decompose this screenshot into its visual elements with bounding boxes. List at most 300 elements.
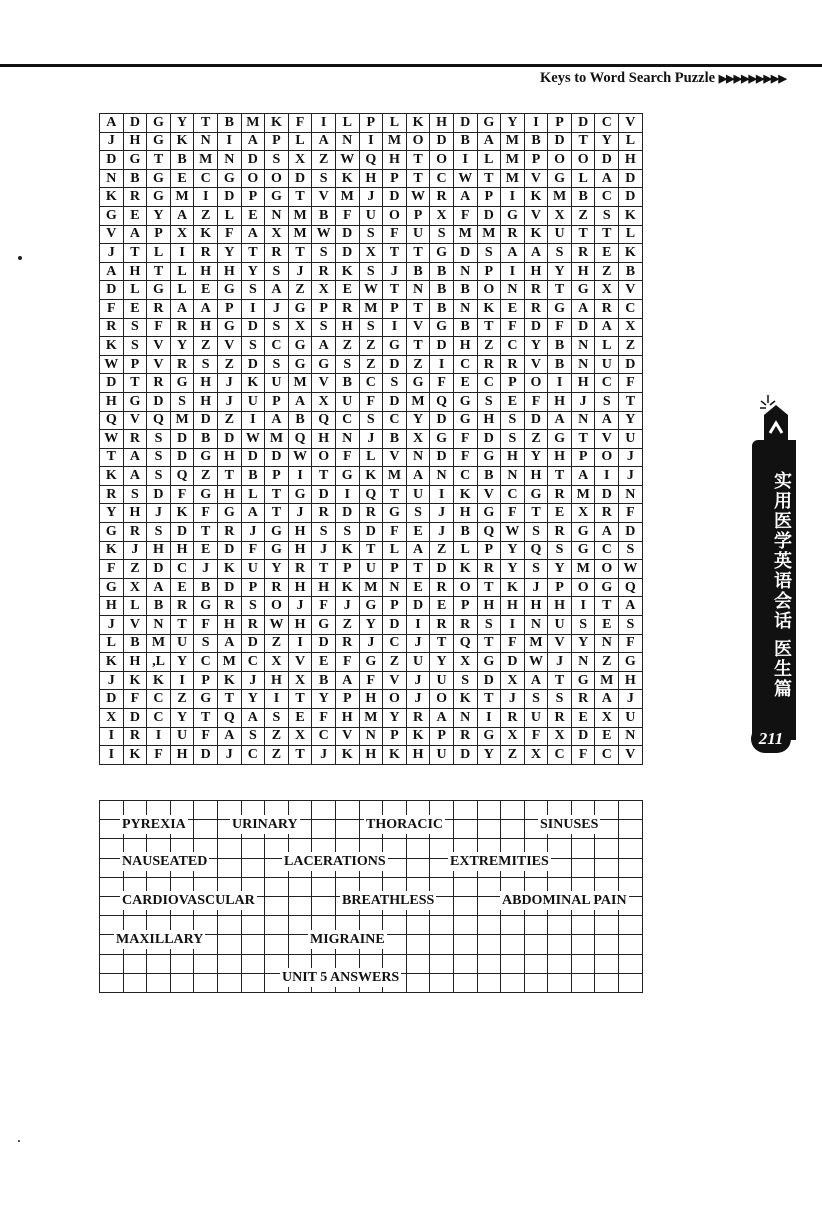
grid-cell: O: [312, 448, 336, 467]
grid-cell: L: [477, 151, 501, 170]
grid-cell: H: [265, 671, 289, 690]
grid-cell: G: [100, 578, 124, 597]
grid-cell: V: [147, 337, 171, 356]
grid-cell: L: [217, 206, 241, 225]
grid-cell: O: [524, 374, 548, 393]
grid-cell: D: [194, 411, 218, 430]
grid-cell: Z: [619, 337, 643, 356]
grid-cell: D: [571, 114, 595, 133]
grid-cell: X: [359, 244, 383, 263]
grid-cell: H: [383, 151, 407, 170]
grid-cell: C: [548, 746, 572, 765]
grid-cell: R: [524, 281, 548, 300]
header-title: Keys to Word Search Puzzle: [540, 70, 716, 86]
grid-row: [100, 262, 643, 281]
answer-grid-cell: [241, 916, 265, 935]
grid-cell: D: [170, 448, 194, 467]
grid-cell: G: [194, 448, 218, 467]
grid-cell: K: [100, 541, 124, 560]
grid-cell: Q: [100, 411, 124, 430]
grid-cell: A: [571, 467, 595, 486]
answer-word: THORACIC: [366, 817, 444, 832]
grid-cell: D: [335, 225, 359, 244]
grid-cell: F: [123, 690, 147, 709]
grid-cell: T: [383, 244, 407, 263]
answer-grid-cell: [123, 954, 147, 973]
grid-cell: K: [477, 299, 501, 318]
grid-cell: G: [548, 299, 572, 318]
grid-cell: F: [383, 523, 407, 542]
grid-cell: A: [170, 206, 194, 225]
grid-cell: ,L: [147, 653, 171, 672]
answer-grid-cell: [217, 973, 241, 992]
grid-cell: H: [548, 392, 572, 411]
grid-cell: A: [312, 132, 336, 151]
grid-cell: P: [477, 188, 501, 207]
grid-row: [100, 448, 643, 467]
grid-cell: A: [194, 299, 218, 318]
grid-row: [100, 114, 643, 133]
answer-grid-cell: [194, 973, 218, 992]
grid-cell: V: [123, 616, 147, 635]
answer-grid-cell: [100, 973, 124, 992]
grid-cell: D: [619, 188, 643, 207]
answer-grid-cell: [147, 973, 171, 992]
answer-word: SINUSES: [540, 817, 599, 832]
answer-grid-cell: [453, 916, 477, 935]
grid-cell: I: [100, 746, 124, 765]
grid-cell: V: [123, 411, 147, 430]
grid-cell: N: [619, 727, 643, 746]
grid-cell: A: [501, 244, 525, 263]
grid-cell: Y: [501, 560, 525, 579]
grid-cell: L: [147, 244, 171, 263]
grid-cell: M: [170, 411, 194, 430]
grid-cell: F: [571, 746, 595, 765]
grid-cell: S: [501, 411, 525, 430]
grid-cell: B: [406, 262, 430, 281]
grid-cell: K: [335, 541, 359, 560]
grid-cell: K: [100, 337, 124, 356]
grid-cell: T: [477, 318, 501, 337]
grid-cell: M: [501, 151, 525, 170]
grid-cell: C: [170, 560, 194, 579]
grid-cell: Q: [359, 485, 383, 504]
grid-cell: N: [335, 132, 359, 151]
grid-cell: S: [241, 597, 265, 616]
grid-cell: X: [288, 671, 312, 690]
grid-cell: J: [619, 690, 643, 709]
answer-grid-cell: [100, 954, 124, 973]
grid-cell: M: [524, 634, 548, 653]
grid-cell: R: [312, 504, 336, 523]
answer-grid-cell: [430, 973, 454, 992]
grid-cell: N: [359, 727, 383, 746]
answer-grid-cell: [595, 916, 619, 935]
grid-cell: E: [170, 169, 194, 188]
grid-cell: H: [524, 597, 548, 616]
grid-cell: H: [501, 597, 525, 616]
grid-cell: G: [100, 206, 124, 225]
grid-cell: I: [217, 132, 241, 151]
grid-cell: H: [288, 616, 312, 635]
grid-cell: G: [477, 653, 501, 672]
grid-row: [100, 727, 643, 746]
grid-cell: B: [312, 206, 336, 225]
grid-cell: M: [453, 225, 477, 244]
grid-cell: G: [100, 523, 124, 542]
answer-grid-cell: [477, 954, 501, 973]
grid-cell: D: [359, 523, 383, 542]
grid-cell: L: [383, 541, 407, 560]
grid-cell: P: [406, 206, 430, 225]
grid-cell: D: [383, 392, 407, 411]
grid-cell: E: [194, 281, 218, 300]
grid-row: [100, 374, 643, 393]
grid-cell: V: [406, 318, 430, 337]
answer-grid-cell: [501, 801, 525, 820]
grid-cell: G: [147, 188, 171, 207]
grid-row: [100, 132, 643, 151]
grid-cell: S: [123, 318, 147, 337]
grid-cell: F: [619, 634, 643, 653]
grid-cell: W: [501, 523, 525, 542]
grid-cell: H: [194, 318, 218, 337]
grid-cell: H: [217, 448, 241, 467]
answer-grid-cell: [406, 858, 430, 877]
answer-word: PYREXIA: [122, 817, 186, 832]
grid-cell: G: [477, 727, 501, 746]
grid-cell: V: [477, 485, 501, 504]
grid-cell: E: [288, 709, 312, 728]
grid-cell: P: [312, 299, 336, 318]
grid-cell: P: [217, 299, 241, 318]
answer-grid-cell: [241, 839, 265, 858]
grid-cell: S: [312, 244, 336, 263]
grid-cell: R: [430, 616, 454, 635]
grid-cell: A: [241, 709, 265, 728]
grid-cell: J: [524, 578, 548, 597]
grid-cell: J: [359, 430, 383, 449]
grid-cell: A: [123, 225, 147, 244]
grid-cell: X: [406, 430, 430, 449]
grid-cell: A: [406, 467, 430, 486]
answer-grid-cell: [571, 839, 595, 858]
grid-cell: C: [453, 467, 477, 486]
grid-cell: G: [288, 355, 312, 374]
grid-cell: G: [430, 318, 454, 337]
grid-cell: O: [430, 151, 454, 170]
grid-cell: B: [548, 355, 572, 374]
grid-cell: S: [147, 430, 171, 449]
grid-cell: K: [217, 671, 241, 690]
grid-cell: D: [312, 485, 336, 504]
grid-cell: G: [595, 578, 619, 597]
grid-cell: T: [383, 281, 407, 300]
grid-cell: W: [524, 653, 548, 672]
grid-cell: D: [100, 281, 124, 300]
grid-cell: R: [406, 709, 430, 728]
grid-cell: R: [571, 244, 595, 263]
answer-word: ABDOMINAL PAIN: [502, 893, 627, 908]
grid-cell: K: [170, 132, 194, 151]
grid-cell: W: [453, 169, 477, 188]
grid-cell: C: [241, 653, 265, 672]
grid-row: [100, 541, 643, 560]
grid-cell: U: [241, 392, 265, 411]
grid-cell: D: [477, 430, 501, 449]
grid-cell: R: [430, 578, 454, 597]
grid-cell: U: [170, 727, 194, 746]
grid-cell: B: [241, 467, 265, 486]
grid-cell: K: [170, 504, 194, 523]
grid-cell: V: [524, 169, 548, 188]
grid-cell: G: [359, 597, 383, 616]
grid-cell: I: [501, 616, 525, 635]
grid-cell: U: [619, 709, 643, 728]
grid-cell: G: [265, 541, 289, 560]
grid-cell: N: [453, 299, 477, 318]
header-rule: [0, 64, 822, 67]
answer-grid-cell: [170, 954, 194, 973]
answer-grid-cell: [147, 954, 171, 973]
grid-cell: T: [217, 690, 241, 709]
grid-cell: G: [147, 132, 171, 151]
grid-cell: B: [548, 337, 572, 356]
grid-cell: M: [501, 169, 525, 188]
grid-cell: N: [147, 616, 171, 635]
grid-cell: O: [406, 132, 430, 151]
grid-cell: P: [335, 690, 359, 709]
grid-cell: F: [524, 392, 548, 411]
grid-cell: J: [619, 467, 643, 486]
grid-row: [100, 560, 643, 579]
grid-cell: H: [335, 709, 359, 728]
grid-cell: I: [265, 690, 289, 709]
grid-cell: Z: [430, 541, 454, 560]
grid-cell: J: [288, 262, 312, 281]
grid-cell: A: [241, 225, 265, 244]
grid-cell: R: [241, 616, 265, 635]
grid-cell: M: [571, 560, 595, 579]
grid-cell: Q: [359, 151, 383, 170]
grid-cell: A: [123, 448, 147, 467]
grid-cell: G: [217, 504, 241, 523]
grid-cell: U: [359, 206, 383, 225]
grid-row: [100, 671, 643, 690]
grid-cell: J: [548, 653, 572, 672]
grid-cell: D: [619, 523, 643, 542]
grid-cell: T: [147, 151, 171, 170]
grid-cell: E: [241, 206, 265, 225]
answer-grid-cell: [265, 935, 289, 954]
grid-cell: R: [194, 244, 218, 263]
grid-cell: O: [548, 151, 572, 170]
grid-cell: U: [524, 709, 548, 728]
grid-cell: X: [548, 727, 572, 746]
grid-cell: T: [265, 485, 289, 504]
grid-cell: Z: [571, 206, 595, 225]
grid-cell: Y: [383, 709, 407, 728]
answer-grid-cell: [548, 839, 572, 858]
answer-grid-cell: [501, 820, 525, 839]
grid-cell: R: [501, 225, 525, 244]
grid-cell: G: [147, 169, 171, 188]
grid-cell: T: [477, 634, 501, 653]
grid-cell: M: [265, 430, 289, 449]
grid-cell: R: [265, 578, 289, 597]
grid-cell: R: [123, 430, 147, 449]
grid-cell: K: [524, 225, 548, 244]
answer-grid-cell: [453, 820, 477, 839]
grid-cell: G: [477, 448, 501, 467]
grid-row: [100, 188, 643, 207]
grid-cell: Y: [359, 616, 383, 635]
answer-grid-cell: [170, 973, 194, 992]
grid-cell: U: [619, 430, 643, 449]
grid-cell: E: [123, 299, 147, 318]
grid-cell: H: [335, 318, 359, 337]
grid-cell: D: [383, 355, 407, 374]
grid-cell: T: [595, 225, 619, 244]
grid-cell: H: [453, 337, 477, 356]
answer-grid-cell: [501, 935, 525, 954]
grid-cell: Y: [241, 262, 265, 281]
grid-cell: A: [265, 411, 289, 430]
grid-cell: N: [217, 151, 241, 170]
grid-row: [100, 653, 643, 672]
grid-cell: F: [194, 727, 218, 746]
grid-cell: U: [430, 671, 454, 690]
grid-cell: G: [571, 671, 595, 690]
grid-cell: H: [430, 114, 454, 133]
grid-cell: A: [265, 281, 289, 300]
grid-cell: Q: [288, 430, 312, 449]
grid-cell: T: [406, 244, 430, 263]
grid-cell: D: [147, 392, 171, 411]
answer-grid-cell: [477, 916, 501, 935]
grid-cell: H: [548, 448, 572, 467]
grid-cell: Y: [571, 634, 595, 653]
grid-cell: A: [571, 299, 595, 318]
grid-cell: D: [123, 114, 147, 133]
grid-cell: U: [406, 485, 430, 504]
grid-cell: D: [619, 355, 643, 374]
grid-cell: H: [170, 541, 194, 560]
grid-cell: Z: [312, 151, 336, 170]
grid-cell: I: [288, 467, 312, 486]
grid-cell: P: [265, 132, 289, 151]
grid-cell: C: [194, 169, 218, 188]
grid-cell: D: [548, 132, 572, 151]
grid-cell: D: [430, 337, 454, 356]
answer-word: MAXILLARY: [116, 932, 204, 947]
grid-cell: D: [383, 188, 407, 207]
answer-grid-cell: [477, 877, 501, 896]
grid-cell: G: [571, 281, 595, 300]
grid-cell: S: [453, 671, 477, 690]
grid-cell: S: [312, 169, 336, 188]
grid-cell: D: [383, 616, 407, 635]
grid-cell: H: [359, 690, 383, 709]
grid-cell: D: [241, 448, 265, 467]
grid-cell: R: [123, 523, 147, 542]
grid-cell: X: [548, 206, 572, 225]
grid-cell: V: [548, 634, 572, 653]
grid-cell: F: [288, 114, 312, 133]
answer-grid-cell: [477, 935, 501, 954]
grid-cell: C: [359, 374, 383, 393]
grid-cell: R: [100, 318, 124, 337]
answer-grid-cell: [595, 935, 619, 954]
grid-cell: F: [100, 560, 124, 579]
grid-cell: P: [430, 727, 454, 746]
grid-cell: P: [194, 671, 218, 690]
grid-cell: S: [430, 225, 454, 244]
grid-cell: F: [548, 318, 572, 337]
grid-cell: Y: [312, 690, 336, 709]
grid-cell: V: [619, 114, 643, 133]
grid-cell: X: [288, 318, 312, 337]
ink-speck: [18, 1140, 20, 1142]
grid-cell: F: [170, 485, 194, 504]
grid-cell: Y: [548, 560, 572, 579]
grid-cell: R: [335, 634, 359, 653]
grid-cell: H: [194, 374, 218, 393]
grid-cell: B: [453, 318, 477, 337]
word-search-grid: [99, 113, 643, 765]
grid-cell: D: [241, 355, 265, 374]
grid-cell: P: [383, 169, 407, 188]
grid-row: [100, 467, 643, 486]
grid-cell: S: [147, 448, 171, 467]
grid-cell: R: [170, 318, 194, 337]
grid-cell: J: [194, 560, 218, 579]
grid-cell: Q: [147, 411, 171, 430]
answer-grid-cell: [477, 973, 501, 992]
grid-cell: E: [548, 504, 572, 523]
grid-cell: W: [100, 430, 124, 449]
grid-cell: A: [548, 411, 572, 430]
grid-cell: G: [194, 597, 218, 616]
grid-cell: P: [123, 355, 147, 374]
answer-grid-cell: [571, 935, 595, 954]
grid-cell: E: [571, 709, 595, 728]
grid-cell: H: [170, 746, 194, 765]
grid-cell: H: [194, 262, 218, 281]
grid-cell: P: [548, 578, 572, 597]
grid-cell: X: [265, 653, 289, 672]
grid-cell: H: [453, 504, 477, 523]
grid-cell: H: [312, 578, 336, 597]
grid-cell: T: [619, 392, 643, 411]
grid-row: [100, 634, 643, 653]
answer-grid-cell: [453, 973, 477, 992]
grid-cell: B: [123, 169, 147, 188]
grid-cell: G: [406, 374, 430, 393]
grid-row: [100, 151, 643, 170]
grid-cell: A: [430, 709, 454, 728]
grid-cell: A: [595, 411, 619, 430]
grid-cell: S: [147, 467, 171, 486]
grid-cell: S: [359, 225, 383, 244]
grid-cell: A: [312, 337, 336, 356]
grid-cell: D: [524, 318, 548, 337]
grid-cell: I: [406, 616, 430, 635]
grid-cell: A: [406, 541, 430, 560]
grid-cell: T: [288, 690, 312, 709]
answer-word: URINARY: [232, 817, 298, 832]
